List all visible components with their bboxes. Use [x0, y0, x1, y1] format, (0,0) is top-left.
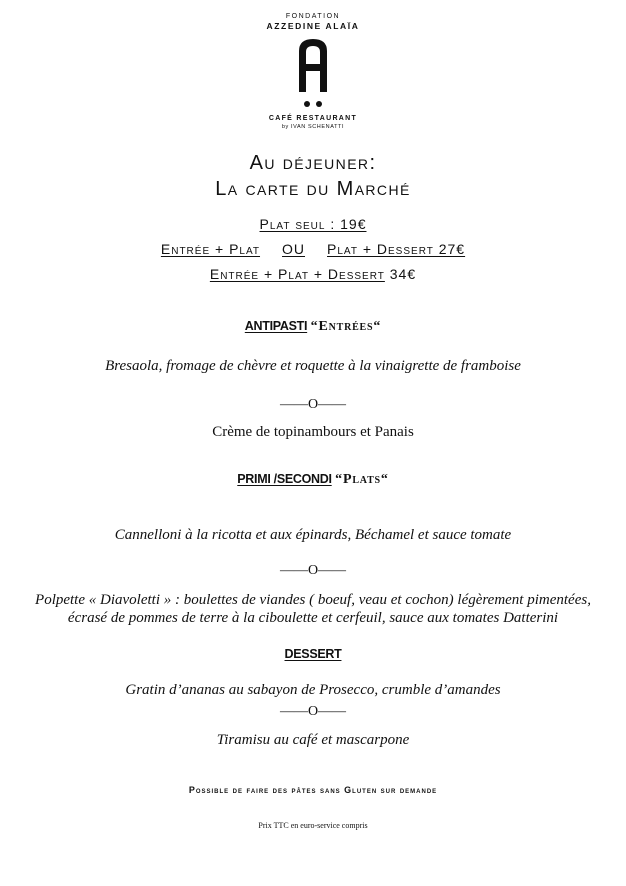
dish-plats-2-line-1: Polpette « Diavoletti » : boulettes de viandes ( boeuf, veau et cochon) légèrement pimentées, — [35, 592, 591, 608]
header-fondation: FONDATION — [285, 13, 341, 20]
dish-dessert-1: Gratin d’ananas au sabayon de Prosecco, crumble d’amandes — [125, 682, 501, 698]
logo-a-icon — [293, 37, 333, 93]
price-full-menu: Entrée + Plat + Dessert — [209, 266, 385, 282]
price-full-menu-amount: 34€ — [389, 266, 417, 282]
dish-plats-2-line-2: écrasé de pommes de terre à la ciboulette et cerfeuil, sauce aux tomates Datterini — [67, 610, 559, 626]
prices-footnote: Prix TTC en euro-service compris — [258, 821, 368, 830]
price-formula-two — [0, 241, 626, 257]
separator-1: ——O—— — [279, 397, 347, 412]
section-primi — [0, 472, 626, 488]
price-entree-plat: Entrée + Plat — [160, 241, 261, 257]
price-formula-three — [0, 266, 626, 282]
dish-dessert-2: Tiramisu au café et mascarpone — [216, 732, 410, 748]
price-plat-dessert: Plat + Dessert 27€ — [327, 241, 466, 257]
section-dessert-title: DESSERT — [284, 647, 342, 661]
section-dessert — [0, 647, 626, 661]
title-line-1: Au déjeuner: — [249, 152, 377, 174]
gluten-note: Possible de faire des pâtes sans Gluten sur demande — [188, 785, 438, 795]
section-primi-title: PRIMI /SECONDI — [237, 472, 332, 486]
dish-plats-1: Cannelloni à la ricotta et aux épinards, Béchamel et sauce tomate — [114, 527, 512, 543]
title-line-2: La carte du Marché — [215, 178, 411, 200]
logo-dots-icon — [302, 100, 324, 108]
price-plat-seul-label: Plat seul : 19€ — [259, 216, 367, 232]
header-cafe: CAFÉ RESTAURANT — [268, 115, 358, 122]
price-plat-seul — [0, 216, 626, 232]
section-antipasti-title: ANTIPASTI — [244, 319, 308, 333]
section-antipasti — [0, 319, 626, 335]
section-antipasti-label: “Entrées“ — [310, 319, 382, 334]
section-primi-label: “Plats“ — [335, 472, 389, 487]
price-ou: OU — [282, 241, 306, 257]
separator-3: ——O—— — [279, 704, 347, 719]
dish-antipasti-2: Crème de topinambours et Panais — [212, 424, 414, 440]
dish-antipasti-1: Bresaola, fromage de chèvre et roquette à la vinaigrette de framboise — [105, 358, 521, 374]
header-chef: by IVAN SCHENATTI — [281, 124, 345, 130]
separator-2: ——O—— — [279, 563, 347, 578]
header-name: AZZEDINE ALAÏA — [266, 21, 360, 31]
